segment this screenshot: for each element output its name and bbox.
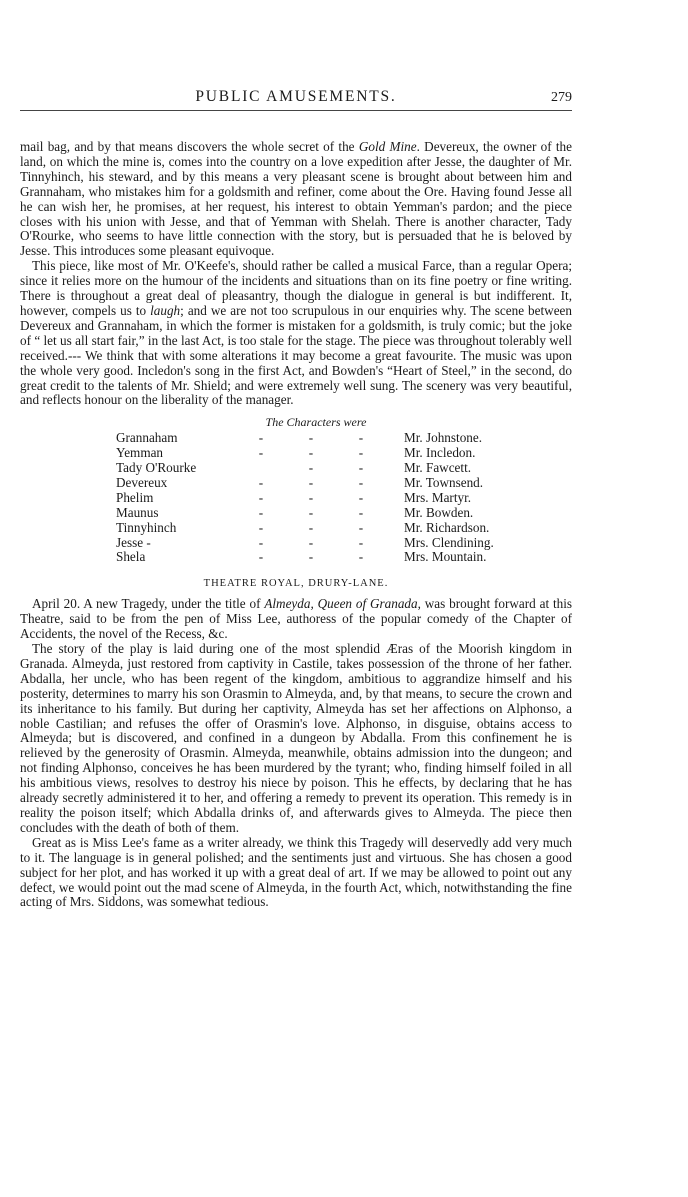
cast-dash: -	[358, 489, 364, 505]
cast-dash: -	[308, 534, 314, 550]
cast-actor: Mr. Johnstone.	[404, 430, 483, 446]
cast-dash: -	[258, 474, 264, 490]
cast-dash: -	[308, 504, 314, 520]
cast-row	[116, 446, 494, 461]
cast-row	[116, 550, 494, 565]
cast-dash: -	[258, 430, 264, 446]
cast-actor: Mr. Bowden.	[404, 504, 474, 520]
cast-actor: Mrs. Mountain.	[404, 549, 487, 565]
cast-dash: -	[358, 504, 364, 520]
paragraph-gold-mine-plot	[20, 140, 572, 259]
cast-role: Grannaham	[116, 430, 178, 446]
paragraph-almeyda-story: The story of the play is laid during one of the most splendid Æras of the Moorish kingdom in Granada. Almeyda, just restored from captivity in Castile, takes possession of the throne of her father. Abdalla, her uncle, who has been regent of the kingdom, ambitious to aggrandize himself and his posterity, determines to marry his son Orasmin to Almeyda, and, by that means, to secure the crown and its inheritance to his family. But during her captivity, Almeyda has set her affections on Alphonso, a noble Castilian; and refuses the offer of Orasmin's love. Alphonso, in disguise, obtains access to Almeyda; but is discovered, and confined in a dungeon by Abdalla. From this confinement he is relieved by the generosity of Orasmin. Almeyda, meanwhile, obtains admission into the dungeon; and not finding Alphonso, conceives he has been murdered by the tyrant; who, finding himself foiled in all his ambitious views, resolves to destroy his niece by poison. This he effects, by declaring that he has already secretly administered it to her, and offering a remedy to prevent its operation. This remedy is in reality the poison itself; which Abdalla drinks of, and afterwards gives to Almeyda. The piece then concludes with the death of both of them.	[20, 641, 572, 835]
paragraph-almeyda-intro	[20, 597, 572, 642]
header-rule	[20, 110, 572, 111]
text-run: This piece, like most of Mr. O'Keefe's, should rather be called a musical Farce, than a regular Opera; since it relies more on the humour of the incidents and situations than on its fine poetry or fine writing. There is throughout a great deal of pleasantry, though the dialogue in general is but indifferent. It, however, compels us to	[20, 258, 572, 318]
cast-row	[116, 521, 494, 536]
cast-row	[116, 461, 494, 476]
running-title: PUBLIC AMUSEMENTS.	[195, 88, 397, 105]
cast-dash: -	[308, 430, 314, 446]
cast-actor: Mrs. Clendining.	[404, 534, 494, 550]
cast-role: Maunus	[116, 504, 159, 520]
cast-role: Phelim	[116, 489, 154, 505]
cast-row	[116, 506, 494, 521]
cast-dash: -	[358, 460, 364, 476]
section-title: THEATRE ROYAL, DRURY-LANE.	[203, 578, 389, 590]
cast-list	[116, 431, 494, 565]
cast-dash: -	[258, 534, 264, 550]
cast-row	[116, 491, 494, 506]
text-run: . Devereux, the owner of the land, on which the mine is, comes into the country on a love expedition after Jesse, the daughter of Mr. Tinnyhinch, his steward, and by this means a very pleasant scene is brought about between him and Grannaham, who mistakes him for a goldsmith and refiner, come about the Ore. Having found Jesse all he can wish her, he promises, at her request, his interest to obtain Yemman's pardon; and the piece closes with his union with Jesse, and that of Yemman with Shelah. There is another character, Tady O'Rourke, who seems to have little connection with the story, but is persuaded that he is beloved by Jesse. This introduces some pleasant equivoque.	[20, 139, 573, 259]
cast-dash: -	[308, 519, 314, 535]
cast-row	[116, 431, 494, 446]
cast-role: Devereux	[116, 474, 168, 490]
cast-role: Yemman	[116, 445, 164, 461]
page-header	[20, 88, 572, 112]
cast-role: Jesse -	[116, 534, 151, 550]
cast-actor: Mr. Richardson.	[404, 519, 490, 535]
text-run: mail bag, and by that means discovers the whole secret of the	[20, 139, 359, 154]
cast-dash: -	[308, 460, 314, 476]
paragraph-gold-mine-review	[20, 259, 572, 408]
cast-dash: -	[258, 504, 264, 520]
cast-dash: -	[308, 549, 314, 565]
cast-dash: -	[308, 445, 314, 461]
page-number: 279	[551, 90, 572, 105]
cast-row	[116, 476, 494, 491]
cast-actor: Mr. Fawcett.	[404, 460, 472, 476]
play-title-gold-mine: Gold Mine	[358, 139, 417, 154]
cast-actor: Mr. Incledon.	[404, 445, 476, 461]
cast-dash	[236, 461, 286, 476]
cast-dash: -	[308, 474, 314, 490]
page-body	[20, 140, 572, 910]
cast-row	[116, 536, 494, 551]
paragraph-almeyda-review: Great as is Miss Lee's fame as a writer already, we think this Tragedy will deservedly add very much to it. The language is in general polished; and the sentiments just and virtuous. She has chosen a good subject for her plot, and has worked it up with a great deal of art. If we may be allowed to point out any defect, we would point out the mad scene of Almeyda, in the fourth Act, which, notwithstanding the fine acting of Mrs. Siddons, was somewhat tedious.	[20, 834, 572, 910]
cast-dash: -	[358, 474, 364, 490]
cast-role: Shela	[116, 549, 146, 565]
cast-dash: -	[258, 519, 264, 535]
cast-dash: -	[258, 549, 264, 565]
cast-dash: -	[358, 534, 364, 550]
cast-role: Tinnyhinch	[116, 519, 177, 535]
text-run: ; and we are not too scrupulous in our enquiries why. The scene between Devereux and Grannaham, in which the former is mistaken for a goldsmith, is truly comic; but the joke of “ let us all start fair,” in the last Act, is too stale for the stage. The piece was throughout tolerably well received.--- We think that with some alterations it may become a great favourite. The music was upon the whole very good. Incledon's song in the first Act, and Bowden's “Heart of Steel,” in the second, do great credit to the talents of Mr. Shield; and were extremely well sung. The scenery was very beautiful, and reflects honour on the liberality of the manager.	[20, 302, 572, 408]
cast-dash: -	[358, 445, 364, 461]
cast-actor: Mrs. Martyr.	[404, 489, 472, 505]
cast-actor: Mr. Townsend.	[404, 474, 484, 490]
cast-dash: -	[258, 445, 264, 461]
cast-dash: -	[308, 489, 314, 505]
cast-heading: The Characters were	[265, 415, 367, 430]
cast-dash: -	[358, 519, 364, 535]
cast-dash: -	[258, 489, 264, 505]
text-run: , was brought forward at this Theatre, said to be from the pen of Miss Lee, authoress of the popular comedy of the Chapter of Accidents, the novel of the Recess, &c.	[20, 596, 573, 642]
play-title-almeyda: Almeyda, Queen of Granada	[264, 596, 418, 612]
cast-dash: -	[358, 549, 364, 565]
italic-word-laugh: laugh	[150, 302, 181, 318]
cast-role: Tady O'Rourke	[116, 460, 197, 476]
text-run: April 20. A new Tragedy, under the title of	[32, 596, 265, 612]
cast-dash: -	[358, 430, 364, 446]
